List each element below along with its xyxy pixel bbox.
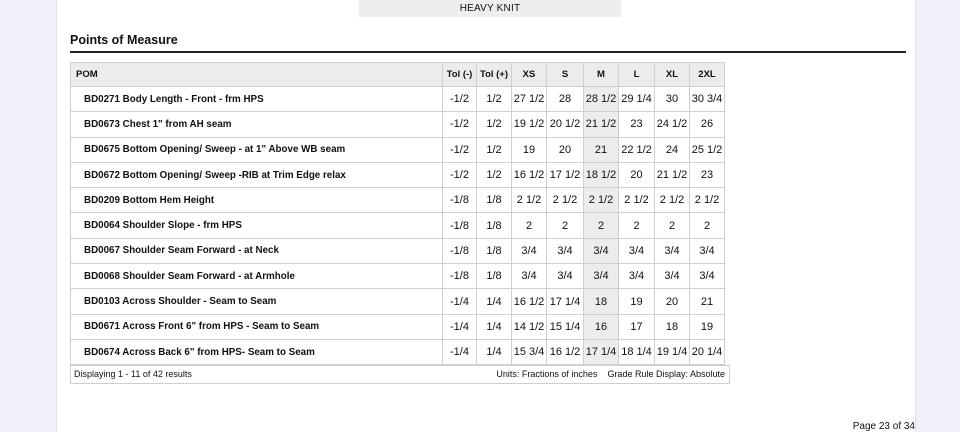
size-value-cell: 18 1/2 <box>584 162 619 187</box>
table-row[interactable] <box>71 188 725 213</box>
size-value-cell: 20 <box>619 162 655 187</box>
size-value-cell: 28 1/2 <box>584 87 619 112</box>
size-value-cell: 18 <box>655 314 690 339</box>
size-value-cell: 16 1/2 <box>512 162 547 187</box>
tol-plus-cell: 1/4 <box>477 289 512 314</box>
pom-cell: BD0671 Across Front 6" from HPS - Seam to Seam <box>71 314 443 339</box>
size-value-cell: 3/4 <box>512 238 547 263</box>
column-header-size[interactable]: M <box>584 63 619 87</box>
size-value-cell: 2 1/2 <box>655 188 690 213</box>
size-value-cell: 28 <box>547 87 584 112</box>
size-value-cell: 2 1/2 <box>512 188 547 213</box>
column-header-size[interactable]: L <box>619 63 655 87</box>
table-body <box>71 87 725 365</box>
pom-cell: BD0675 Bottom Opening/ Sweep - at 1" Above WB seam <box>71 137 443 162</box>
table-row[interactable] <box>71 137 725 162</box>
tol-plus-cell: 1/2 <box>477 137 512 162</box>
column-header-tol-minus[interactable]: Tol (-) <box>443 63 477 87</box>
size-value-cell: 18 1/4 <box>619 339 655 364</box>
tol-minus-cell: -1/8 <box>443 188 477 213</box>
tol-plus-cell: 1/8 <box>477 213 512 238</box>
pom-cell: BD0271 Body Length - Front - frm HPS <box>71 87 443 112</box>
column-header-size[interactable]: XS <box>512 63 547 87</box>
size-value-cell: 17 <box>619 314 655 339</box>
tol-plus-cell: 1/2 <box>477 87 512 112</box>
section-divider <box>70 51 906 53</box>
size-value-cell: 22 1/2 <box>619 137 655 162</box>
size-value-cell: 20 <box>547 137 584 162</box>
size-value-cell: 15 3/4 <box>512 339 547 364</box>
size-value-cell: 19 1/4 <box>655 339 690 364</box>
tol-minus-cell: -1/8 <box>443 213 477 238</box>
column-header-tol-plus[interactable]: Tol (+) <box>477 63 512 87</box>
size-value-cell: 3/4 <box>512 264 547 289</box>
size-value-cell: 2 1/2 <box>690 188 725 213</box>
tol-plus-cell: 1/2 <box>477 112 512 137</box>
table-row[interactable] <box>71 264 725 289</box>
size-value-cell: 16 1/2 <box>512 289 547 314</box>
table-row[interactable] <box>71 112 725 137</box>
size-value-cell: 2 <box>619 213 655 238</box>
size-value-cell: 3/4 <box>547 264 584 289</box>
table-row[interactable] <box>71 213 725 238</box>
size-value-cell: 2 <box>547 213 584 238</box>
section-title: Points of Measure <box>70 33 178 47</box>
pom-cell: BD0674 Across Back 6" from HPS- Seam to Seam <box>71 339 443 364</box>
tol-plus-cell: 1/4 <box>477 314 512 339</box>
size-value-cell: 2 <box>584 213 619 238</box>
grade-rule-label: Grade Rule Display: Absolute <box>607 369 725 379</box>
size-value-cell: 3/4 <box>690 238 725 263</box>
tol-minus-cell: -1/2 <box>443 87 477 112</box>
pom-cell: BD0672 Bottom Opening/ Sweep -RIB at Trim Edge relax <box>71 162 443 187</box>
size-value-cell: 24 <box>655 137 690 162</box>
table-row[interactable] <box>71 339 725 364</box>
size-value-cell: 27 1/2 <box>512 87 547 112</box>
size-value-cell: 3/4 <box>584 264 619 289</box>
units-label: Units: Fractions of inches <box>496 369 598 379</box>
size-value-cell: 3/4 <box>690 264 725 289</box>
size-value-cell: 23 <box>690 162 725 187</box>
size-value-cell: 18 <box>584 289 619 314</box>
pom-cell: BD0067 Shoulder Seam Forward - at Neck <box>71 238 443 263</box>
table-header-row <box>71 63 725 87</box>
size-value-cell: 2 <box>512 213 547 238</box>
size-value-cell: 19 <box>619 289 655 314</box>
tol-minus-cell: -1/4 <box>443 289 477 314</box>
tol-plus-cell: 1/8 <box>477 264 512 289</box>
pom-cell: BD0673 Chest 1" from AH seam <box>71 112 443 137</box>
pom-table <box>70 62 725 365</box>
size-value-cell: 2 1/2 <box>619 188 655 213</box>
size-value-cell: 20 <box>655 289 690 314</box>
size-value-cell: 23 <box>619 112 655 137</box>
size-value-cell: 3/4 <box>619 264 655 289</box>
fabric-type-band <box>359 0 621 17</box>
table-row[interactable] <box>71 162 725 187</box>
size-value-cell: 3/4 <box>655 264 690 289</box>
size-value-cell: 19 <box>690 314 725 339</box>
size-value-cell: 30 3/4 <box>690 87 725 112</box>
size-value-cell: 3/4 <box>655 238 690 263</box>
column-header-size[interactable]: S <box>547 63 584 87</box>
size-value-cell: 19 1/2 <box>512 112 547 137</box>
size-value-cell: 17 1/4 <box>547 289 584 314</box>
tol-plus-cell: 1/8 <box>477 188 512 213</box>
column-header-size[interactable]: 2XL <box>690 63 725 87</box>
size-value-cell: 14 1/2 <box>512 314 547 339</box>
page-number: Page 23 of 34 <box>852 421 915 432</box>
size-value-cell: 25 1/2 <box>690 137 725 162</box>
size-value-cell: 17 1/2 <box>547 162 584 187</box>
column-header-pom[interactable]: POM <box>71 63 443 87</box>
size-value-cell: 21 1/2 <box>655 162 690 187</box>
size-value-cell: 21 1/2 <box>584 112 619 137</box>
pom-cell: BD0209 Bottom Hem Height <box>71 188 443 213</box>
size-value-cell: 24 1/2 <box>655 112 690 137</box>
table-row[interactable] <box>71 289 725 314</box>
size-value-cell: 16 1/2 <box>547 339 584 364</box>
tol-minus-cell: -1/8 <box>443 238 477 263</box>
size-value-cell: 17 1/4 <box>584 339 619 364</box>
size-value-cell: 29 1/4 <box>619 87 655 112</box>
column-header-size[interactable]: XL <box>655 63 690 87</box>
size-value-cell: 16 <box>584 314 619 339</box>
tol-plus-cell: 1/4 <box>477 339 512 364</box>
tol-minus-cell: -1/4 <box>443 314 477 339</box>
table-row[interactable] <box>71 314 725 339</box>
size-value-cell: 3/4 <box>547 238 584 263</box>
size-value-cell: 15 1/4 <box>547 314 584 339</box>
results-count: Displaying 1 - 11 of 42 results <box>74 369 192 379</box>
size-value-cell: 3/4 <box>619 238 655 263</box>
tol-minus-cell: -1/2 <box>443 112 477 137</box>
pom-cell: BD0103 Across Shoulder - Seam to Seam <box>71 289 443 314</box>
size-value-cell: 2 1/2 <box>584 188 619 213</box>
fabric-type-label: HEAVY KNIT <box>459 3 521 14</box>
tol-plus-cell: 1/8 <box>477 238 512 263</box>
table-footer <box>70 365 730 384</box>
size-value-cell: 21 <box>690 289 725 314</box>
tol-minus-cell: -1/8 <box>443 264 477 289</box>
size-value-cell: 30 <box>655 87 690 112</box>
tol-plus-cell: 1/2 <box>477 162 512 187</box>
size-value-cell: 3/4 <box>584 238 619 263</box>
tol-minus-cell: -1/4 <box>443 339 477 364</box>
pom-cell: BD0064 Shoulder Slope - frm HPS <box>71 213 443 238</box>
table-row[interactable] <box>71 238 725 263</box>
size-value-cell: 26 <box>690 112 725 137</box>
document-page <box>56 0 916 432</box>
pom-cell: BD0068 Shoulder Seam Forward - at Armhole <box>71 264 443 289</box>
size-value-cell: 19 <box>512 137 547 162</box>
units-info <box>496 369 725 379</box>
size-value-cell: 2 1/2 <box>547 188 584 213</box>
size-value-cell: 20 1/4 <box>690 339 725 364</box>
size-value-cell: 2 <box>690 213 725 238</box>
table-row[interactable] <box>71 87 725 112</box>
tol-minus-cell: -1/2 <box>443 162 477 187</box>
size-value-cell: 21 <box>584 137 619 162</box>
size-value-cell: 20 1/2 <box>547 112 584 137</box>
size-value-cell: 2 <box>655 213 690 238</box>
tol-minus-cell: -1/2 <box>443 137 477 162</box>
